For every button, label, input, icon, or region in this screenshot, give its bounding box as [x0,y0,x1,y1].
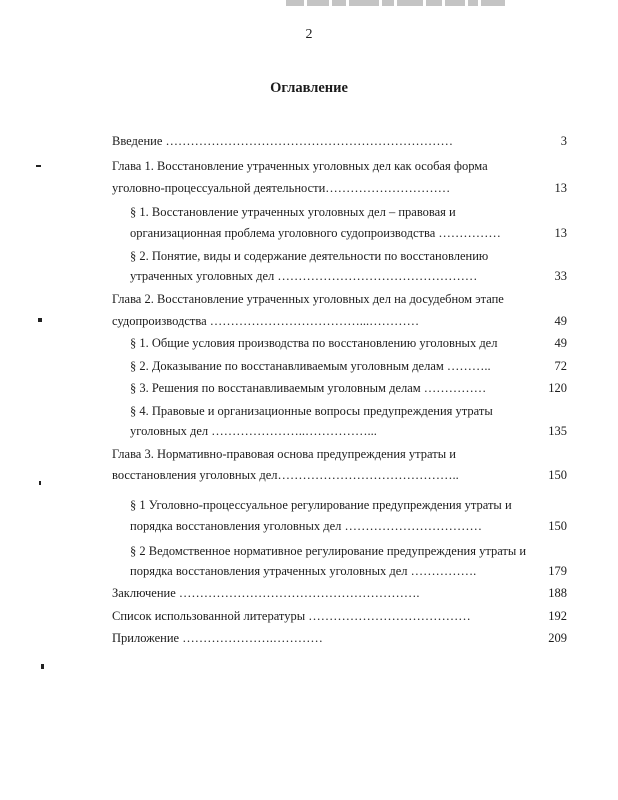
page-number: 2 [305,27,313,42]
scan-mark [38,318,42,322]
toc-entry [112,291,567,308]
toc-entry [112,225,567,242]
toc-entry [112,358,567,375]
toc-entry [112,380,567,397]
toc-entry-text: Приложение ………………….………… [112,631,323,645]
scan-mark [39,481,41,485]
toc-entry [112,248,567,265]
toc-entry-page: 3 [560,134,567,148]
scan-mark [36,165,41,167]
toc-entry [112,313,567,330]
toc-entry-text: судопроизводства ………………………………...………… [112,314,420,328]
toc-entry-page: 179 [548,564,567,578]
scan-top-marks [286,0,586,7]
toc-entry [112,608,567,625]
toc-entry [112,543,567,560]
toc-entry [112,630,567,647]
toc-entry-text: § 4. Правовые и организационные вопросы предупреждения утраты [130,404,493,418]
toc-entry-text: уголовных дел …………………..……………... [130,424,377,438]
toc-entry [112,446,567,463]
toc-entry [112,133,567,150]
toc-entry-page: 33 [554,269,567,283]
toc-entry [112,467,567,484]
toc-entry-page: 192 [548,609,567,623]
toc-entry-text: восстановления уголовных дел…………………………………….. [112,468,459,482]
toc-entry [112,158,567,175]
toc-entry-text: утраченных уголовных дел ………………………………………… [130,269,478,283]
toc-entry-page: 13 [554,226,567,240]
toc-entry [112,423,567,440]
toc-entry-text: порядка восстановления утраченных уголовных дел ……………. [130,564,477,578]
toc-entry [112,585,567,602]
toc-entry-page: 49 [554,314,567,328]
toc-entry-text: § 2 Ведомственное нормативное регулирование предупреждения утраты и [130,544,527,558]
toc-entry-text: Заключение …………………………………………………. [112,586,420,600]
toc-entry [112,335,567,352]
toc-entry-text: Глава 2. Восстановление утраченных уголовных дел на досудебном этапе [112,292,504,306]
toc-entry-text: Введение …………………………………………………………… [112,134,454,148]
toc-entry-page: 150 [548,468,567,482]
toc-entry-text: Глава 3. Нормативно-правовая основа предупреждения утраты и [112,447,456,461]
toc-entry-text: Глава 1. Восстановление утраченных уголовных дел как особая форма [112,159,488,173]
toc-entry [112,403,567,420]
toc-entry-page: 135 [548,424,567,438]
toc-entry-text: § 2. Понятие, виды и содержание деятельности по восстановлению [130,249,489,263]
toc-entry-text: порядка восстановления уголовных дел …………………………… [130,519,482,533]
toc-entry-text: § 1. Восстановление утраченных уголовных дел – правовая и [130,205,456,219]
toc-entry-text: § 2. Доказывание по восстанавливаемым уголовным делам ……….. [130,359,491,373]
toc-entry-text: § 1 Уголовно-процессуальное регулирование предупреждения утраты и [130,498,512,512]
toc-entry [112,563,567,580]
toc-entry-page: 49 [554,336,567,350]
toc-entry [112,204,567,221]
toc-entry-text: § 1. Общие условия производства по восстановлению уголовных дел [130,336,498,350]
toc-entry-text: уголовно-процессуальной деятельности………………………… [112,181,451,195]
toc-entry-page: 13 [554,181,567,195]
toc-entry-text: организационная проблема уголовного судопроизводства …………… [130,226,501,240]
toc-entry [112,497,567,514]
toc-entry-text: § 3. Решения по восстанавливаемым уголовным делам …………… [130,381,487,395]
toc-entry-page: 188 [548,586,567,600]
toc-entry-page: 120 [548,381,567,395]
toc-entry [112,180,567,197]
scan-mark [41,664,44,669]
toc-entry-text: Список использованной литературы ………………………………… [112,609,471,623]
toc-entry-page: 150 [548,519,567,533]
toc-entry-page: 209 [548,631,567,645]
toc-entry [112,268,567,285]
toc-entry [112,518,567,535]
toc-entry-page: 72 [554,359,567,373]
toc-title: Оглавление [270,80,348,96]
